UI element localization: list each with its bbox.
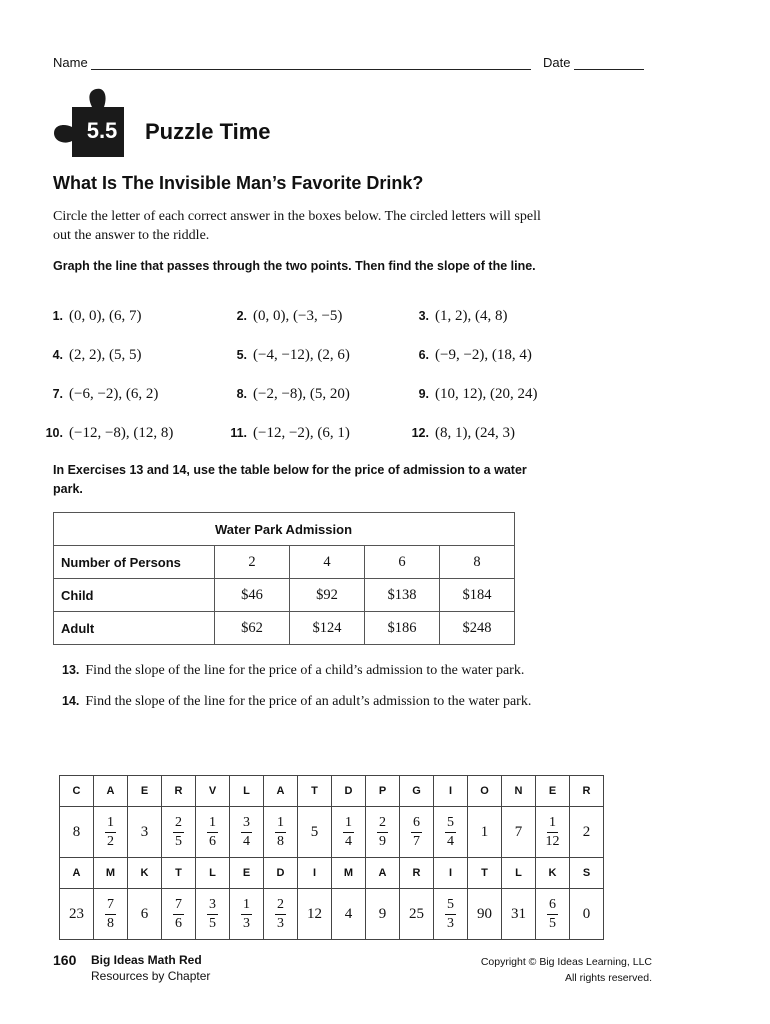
answer-value[interactable] xyxy=(366,889,400,940)
whole-number: 31 xyxy=(511,905,526,922)
denominator: 3 xyxy=(243,915,250,931)
numerator: 2 xyxy=(275,898,286,915)
answer-letter[interactable]: E xyxy=(536,776,570,807)
denominator: 2 xyxy=(107,833,114,849)
numerator: 5 xyxy=(445,816,456,833)
table-cell: $186 xyxy=(365,612,440,645)
table-cell: $46 xyxy=(215,579,290,612)
answer-value[interactable] xyxy=(196,807,230,858)
answer-value[interactable] xyxy=(264,889,298,940)
denominator: 5 xyxy=(175,833,182,849)
exercise-number: 3. xyxy=(418,309,429,323)
exercise-5 xyxy=(225,346,350,364)
exercise-12 xyxy=(407,424,515,442)
table-row xyxy=(54,579,515,612)
denominator: 8 xyxy=(107,915,114,931)
answer-row-1 xyxy=(60,807,604,858)
row-header: Number of Persons xyxy=(54,546,215,579)
table-cell: $124 xyxy=(290,612,365,645)
answer-letter[interactable]: T xyxy=(162,858,196,889)
answer-value[interactable] xyxy=(570,807,604,858)
fraction xyxy=(411,816,422,849)
table-row xyxy=(54,546,515,579)
exercise-number: 1. xyxy=(52,309,63,323)
answer-letter[interactable]: T xyxy=(298,776,332,807)
answer-letter[interactable]: D xyxy=(332,776,366,807)
whole-number: 9 xyxy=(378,905,387,922)
answer-letter[interactable]: R xyxy=(162,776,196,807)
answer-letter[interactable]: I xyxy=(434,858,468,889)
table-cell: 4 xyxy=(290,546,365,579)
fraction xyxy=(275,898,286,931)
date-label: Date xyxy=(543,55,571,70)
table-cell: $92 xyxy=(290,579,365,612)
answer-value[interactable] xyxy=(162,807,196,858)
exercise-points: (1, 2), (4, 8) xyxy=(435,308,508,324)
exercise-2 xyxy=(225,307,342,325)
numerator: 6 xyxy=(547,898,558,915)
name-line[interactable] xyxy=(91,55,531,70)
answer-value[interactable] xyxy=(332,889,366,940)
whole-number: 7 xyxy=(514,823,523,840)
exercise-points: (−9, −2), (18, 4) xyxy=(435,347,532,363)
fraction xyxy=(241,816,252,849)
question-text: Find the slope of the line for the price of a child’s admission to the water park. xyxy=(85,663,525,678)
water-park-table xyxy=(53,512,515,645)
answer-value[interactable] xyxy=(60,889,94,940)
numerator: 3 xyxy=(207,898,218,915)
numerator: 1 xyxy=(241,898,252,915)
answer-value[interactable] xyxy=(468,807,502,858)
answer-letter[interactable]: O xyxy=(468,776,502,807)
answer-value[interactable] xyxy=(94,807,128,858)
letter-row-2 xyxy=(60,858,604,889)
question-14 xyxy=(62,692,531,710)
answer-letter[interactable]: L xyxy=(502,858,536,889)
numerator: 1 xyxy=(207,816,218,833)
exercise-number: 8. xyxy=(236,387,247,401)
table-row xyxy=(54,612,515,645)
exercise-number: 6. xyxy=(418,348,429,362)
answer-value[interactable] xyxy=(298,807,332,858)
answer-letter[interactable]: A xyxy=(60,858,94,889)
numerator: 1 xyxy=(343,816,354,833)
copyright xyxy=(430,954,652,986)
answer-letter[interactable]: K xyxy=(536,858,570,889)
directions-text: Graph the line that passes through the two points. Then find the slope of the line. xyxy=(53,259,536,273)
denominator: 12 xyxy=(545,833,560,849)
whole-number: 90 xyxy=(477,905,492,922)
intro-text: Circle the letter of each correct answer in the boxes below. The circled letters will spell out the answer to the riddle. xyxy=(53,209,541,243)
whole-number: 25 xyxy=(409,905,424,922)
whole-number: 2 xyxy=(582,823,591,840)
answer-letter[interactable]: C xyxy=(60,776,94,807)
answer-letter[interactable]: D xyxy=(264,858,298,889)
answer-value[interactable] xyxy=(366,807,400,858)
answer-letter[interactable]: L xyxy=(230,776,264,807)
exercise-number: 5. xyxy=(236,348,247,362)
answer-letter[interactable]: A xyxy=(366,858,400,889)
exercise-points: (2, 2), (5, 5) xyxy=(69,347,142,363)
fraction xyxy=(207,898,218,931)
answer-value[interactable] xyxy=(536,889,570,940)
numerator: 6 xyxy=(411,816,422,833)
denominator: 4 xyxy=(243,833,250,849)
exercise-1 xyxy=(41,307,141,325)
fraction xyxy=(241,898,252,931)
fraction xyxy=(275,816,286,849)
answer-value[interactable] xyxy=(94,889,128,940)
numerator: 1 xyxy=(105,816,116,833)
row-header: Child xyxy=(54,579,215,612)
section-number: 5.5 xyxy=(86,118,118,143)
question-text: Find the slope of the line for the price of an adult’s admission to the water park. xyxy=(85,694,532,709)
table-cell: $184 xyxy=(440,579,515,612)
fraction xyxy=(547,898,558,931)
table-cell: $138 xyxy=(365,579,440,612)
answer-letter[interactable]: G xyxy=(400,776,434,807)
row-header: Adult xyxy=(54,612,215,645)
whole-number: 3 xyxy=(140,823,149,840)
whole-number: 0 xyxy=(582,905,591,922)
fraction xyxy=(343,816,354,849)
date-field[interactable] xyxy=(543,55,644,70)
exercise-points: (−12, −8), (12, 8) xyxy=(69,425,174,441)
page-title: Puzzle Time xyxy=(145,119,271,144)
answer-letter[interactable]: E xyxy=(230,858,264,889)
answer-letter[interactable]: N xyxy=(502,776,536,807)
answer-row-2 xyxy=(60,889,604,940)
question-number: 14. xyxy=(62,694,80,708)
answer-letter[interactable]: I xyxy=(298,858,332,889)
exercise-number: 7. xyxy=(52,387,63,401)
answer-letter[interactable]: S xyxy=(570,858,604,889)
whole-number: 1 xyxy=(480,823,489,840)
exercise-11 xyxy=(225,424,350,442)
exercise-8 xyxy=(225,385,350,403)
table-cell: $62 xyxy=(215,612,290,645)
numerator: 1 xyxy=(547,816,558,833)
answer-letter[interactable]: R xyxy=(400,858,434,889)
table-intro-text: In Exercises 13 and 14, use the table below for the price of admission to a water park. xyxy=(53,463,527,496)
exercise-3 xyxy=(407,307,507,325)
answer-letter[interactable]: A xyxy=(264,776,298,807)
answer-letter[interactable]: A xyxy=(94,776,128,807)
exercise-points: (−4, −12), (2, 6) xyxy=(253,347,350,363)
denominator: 5 xyxy=(549,915,556,931)
exercise-10 xyxy=(41,424,173,442)
fraction xyxy=(173,816,184,849)
answer-letter[interactable]: I xyxy=(434,776,468,807)
book-subtitle: Resources by Chapter xyxy=(91,969,211,983)
exercise-9 xyxy=(407,385,537,403)
name-label: Name xyxy=(53,55,88,70)
whole-number: 8 xyxy=(72,823,81,840)
book-info xyxy=(91,952,210,984)
answer-value[interactable] xyxy=(332,807,366,858)
denominator: 9 xyxy=(379,833,386,849)
table-cell: 8 xyxy=(440,546,515,579)
whole-number: 23 xyxy=(69,905,84,922)
book-title: Big Ideas Math Red xyxy=(91,953,202,967)
numerator: 2 xyxy=(377,816,388,833)
whole-number: 4 xyxy=(344,905,353,922)
answer-letter[interactable]: L xyxy=(196,858,230,889)
exercise-points: (10, 12), (20, 24) xyxy=(435,386,538,402)
riddle-heading: What Is The Invisible Man’s Favorite Drink? xyxy=(53,173,424,193)
answer-value[interactable] xyxy=(264,807,298,858)
answer-value[interactable] xyxy=(434,807,468,858)
fraction xyxy=(445,898,456,931)
name-field[interactable] xyxy=(53,55,531,70)
exercise-points: (−6, −2), (6, 2) xyxy=(69,386,159,402)
fraction xyxy=(546,816,560,849)
date-line[interactable] xyxy=(574,55,644,70)
answer-letter[interactable]: M xyxy=(332,858,366,889)
exercise-points: (0, 0), (6, 7) xyxy=(69,308,142,324)
answer-letter[interactable]: R xyxy=(570,776,604,807)
copyright-text: Copyright © Big Ideas Learning, LLC xyxy=(480,956,652,968)
answer-value[interactable] xyxy=(400,889,434,940)
answer-value[interactable] xyxy=(128,807,162,858)
fraction xyxy=(105,898,116,931)
answer-value[interactable] xyxy=(536,807,570,858)
exercise-points: (8, 1), (24, 3) xyxy=(435,425,515,441)
exercise-7 xyxy=(41,385,158,403)
answer-value[interactable] xyxy=(400,807,434,858)
denominator: 5 xyxy=(209,915,216,931)
answer-value[interactable] xyxy=(570,889,604,940)
numerator: 5 xyxy=(445,898,456,915)
answer-value[interactable] xyxy=(162,889,196,940)
letter-row-1 xyxy=(60,776,604,807)
denominator: 4 xyxy=(345,833,352,849)
answer-value[interactable] xyxy=(468,889,502,940)
answer-letter[interactable]: M xyxy=(94,858,128,889)
fraction xyxy=(445,816,456,849)
denominator: 4 xyxy=(447,833,454,849)
answer-letter[interactable]: K xyxy=(128,858,162,889)
page-number: 160 xyxy=(53,952,77,968)
table-title: Water Park Admission xyxy=(54,513,515,546)
table-cell: 2 xyxy=(215,546,290,579)
answer-letter[interactable]: P xyxy=(366,776,400,807)
denominator: 3 xyxy=(277,915,284,931)
table-cell: $248 xyxy=(440,612,515,645)
denominator: 6 xyxy=(209,833,216,849)
rights-text: All rights reserved. xyxy=(565,972,652,984)
exercise-number: 4. xyxy=(52,348,63,362)
table-cell: 6 xyxy=(365,546,440,579)
numerator: 3 xyxy=(241,816,252,833)
exercise-number: 10. xyxy=(45,426,63,440)
denominator: 7 xyxy=(413,833,420,849)
numerator: 2 xyxy=(173,816,184,833)
question-13 xyxy=(62,661,524,679)
exercise-points: (0, 0), (−3, −5) xyxy=(253,308,343,324)
exercise-points: (−2, −8), (5, 20) xyxy=(253,386,350,402)
answer-value[interactable] xyxy=(434,889,468,940)
denominator: 8 xyxy=(277,833,284,849)
whole-number: 5 xyxy=(310,823,319,840)
exercise-points: (−12, −2), (6, 1) xyxy=(253,425,350,441)
question-number: 13. xyxy=(62,663,80,677)
fraction xyxy=(105,816,116,849)
exercise-number: 12. xyxy=(411,426,429,440)
denominator: 3 xyxy=(447,915,454,931)
answer-key-grid xyxy=(59,775,604,940)
answer-value[interactable] xyxy=(502,889,536,940)
numerator: 1 xyxy=(275,816,286,833)
fraction xyxy=(207,816,218,849)
whole-number: 12 xyxy=(307,905,322,922)
exercise-number: 9. xyxy=(418,387,429,401)
answer-value[interactable] xyxy=(502,807,536,858)
answer-value[interactable] xyxy=(60,807,94,858)
numerator: 7 xyxy=(173,898,184,915)
denominator: 6 xyxy=(175,915,182,931)
exercise-number: 2. xyxy=(236,309,247,323)
fraction xyxy=(377,816,388,849)
exercise-6 xyxy=(407,346,532,364)
exercise-number: 11. xyxy=(230,426,247,440)
numerator: 7 xyxy=(105,898,116,915)
answer-value[interactable] xyxy=(298,889,332,940)
answer-letter[interactable]: E xyxy=(128,776,162,807)
answer-letter[interactable]: V xyxy=(196,776,230,807)
answer-letter[interactable]: T xyxy=(468,858,502,889)
whole-number: 6 xyxy=(140,905,149,922)
answer-value[interactable] xyxy=(230,889,264,940)
exercise-4 xyxy=(41,346,141,364)
answer-value[interactable] xyxy=(196,889,230,940)
fraction xyxy=(173,898,184,931)
answer-value[interactable] xyxy=(230,807,264,858)
answer-value[interactable] xyxy=(128,889,162,940)
